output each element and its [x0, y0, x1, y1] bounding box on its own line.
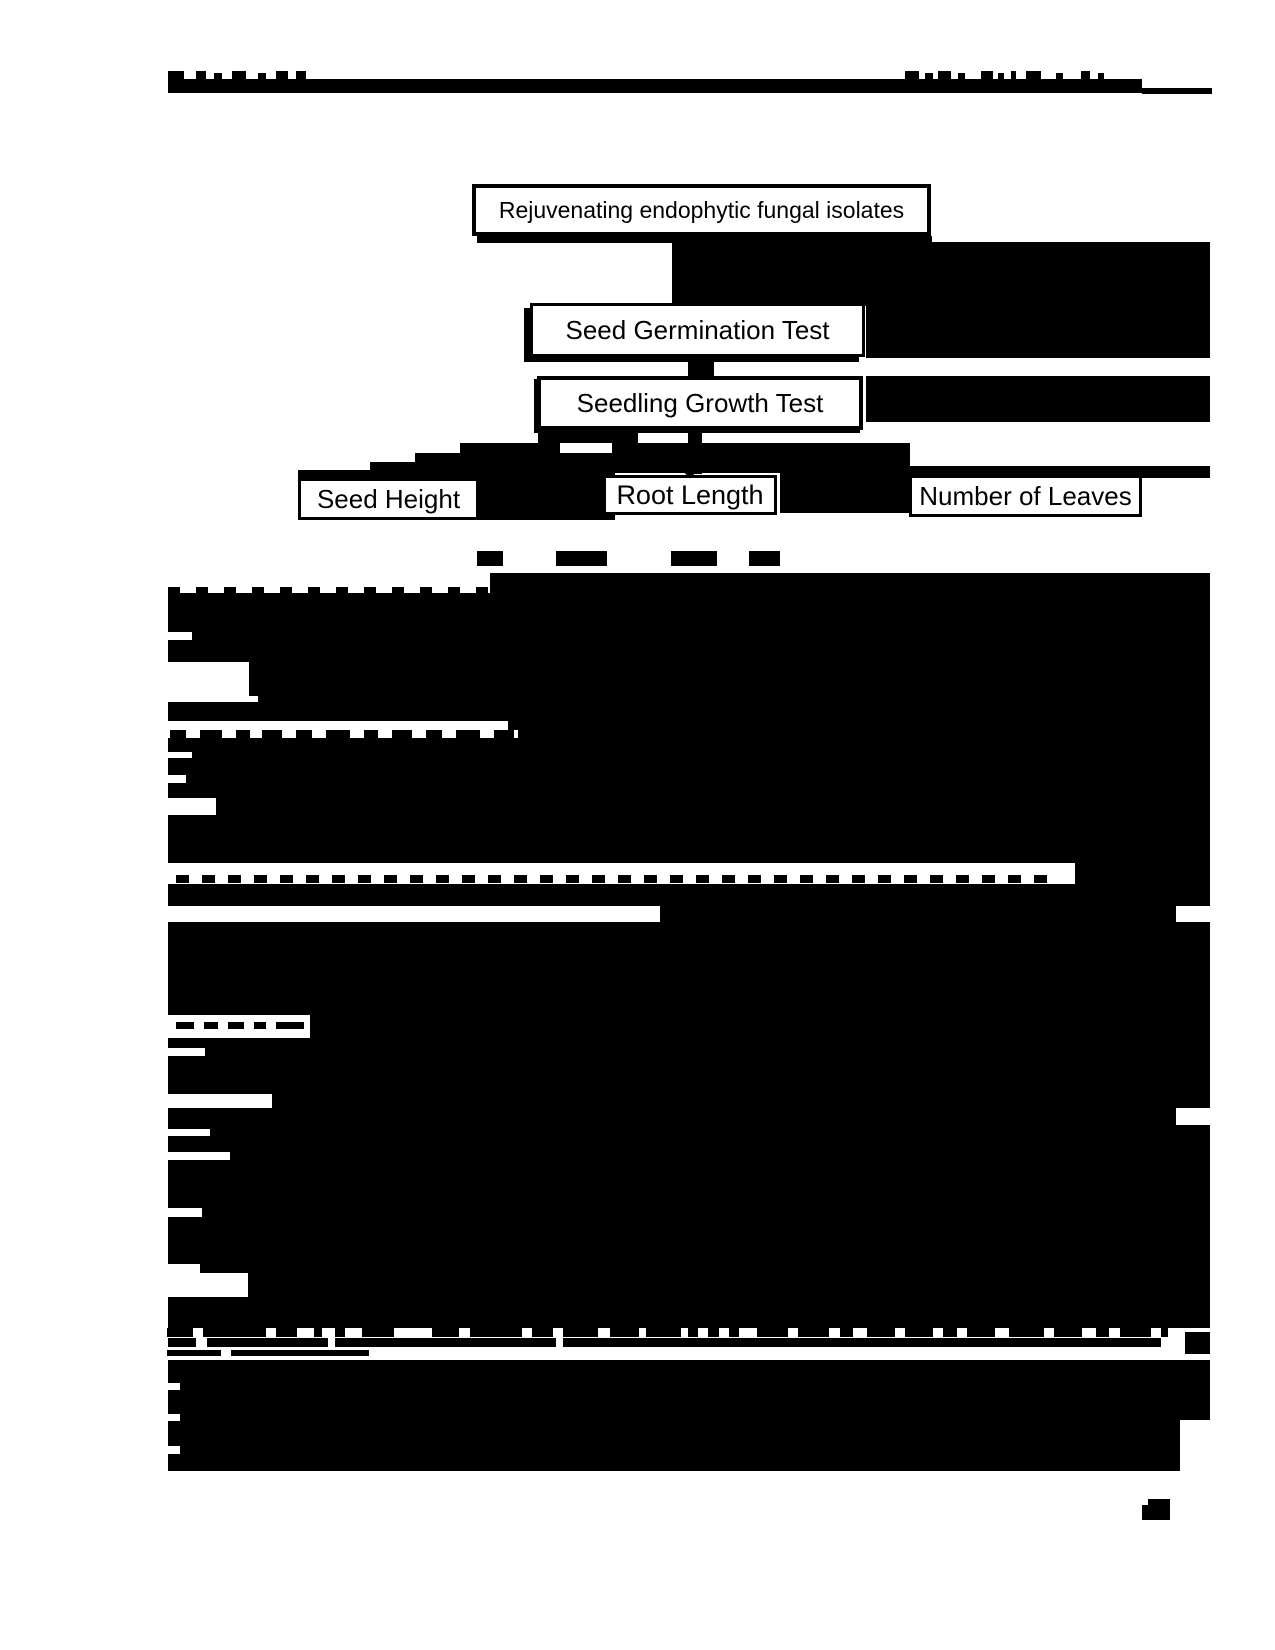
- body-redaction-block: [168, 758, 1210, 775]
- redaction-dash: [202, 875, 215, 883]
- redaction-dash: [254, 875, 267, 883]
- redaction-dash: [514, 875, 527, 883]
- redaction-dash: [798, 1328, 829, 1337]
- flow-connector-block: [688, 358, 714, 378]
- redaction-dash: [336, 587, 348, 595]
- redaction-dash: [722, 875, 735, 883]
- header-rule-bar: [168, 79, 1142, 93]
- redaction-dash: [276, 1328, 297, 1337]
- redaction-dash: [470, 1328, 522, 1337]
- redaction-dash: [1096, 1328, 1109, 1337]
- redaction-dash: [488, 875, 501, 883]
- flow-node-label: Seed Germination Test: [565, 314, 830, 345]
- redaction-dash: [170, 730, 186, 738]
- page-number-redaction-mark: [1142, 1505, 1148, 1520]
- body-redaction-block: [216, 798, 1210, 815]
- body-redaction-block: [310, 1015, 1210, 1038]
- redaction-dash: [364, 587, 376, 595]
- redaction-dash: [982, 875, 995, 883]
- redaction-dash: [280, 587, 292, 595]
- body-redaction-block: [168, 884, 1210, 906]
- redaction-dash: [566, 875, 579, 883]
- body-redaction-block: [272, 1094, 1210, 1108]
- body-redaction-block: [1075, 863, 1210, 884]
- body-redaction-block: [168, 783, 1210, 798]
- flow-connector-block: [866, 296, 1210, 358]
- redaction-dash: [262, 730, 282, 738]
- redaction-dash: [476, 587, 488, 595]
- flow-node-root-length: [603, 475, 777, 515]
- redaction-dash: [729, 1328, 739, 1337]
- caption-redaction-fragment: [556, 551, 607, 566]
- redaction-dash: [168, 1338, 196, 1347]
- flow-node-seed-germination-test: [530, 303, 865, 357]
- redaction-dash: [384, 875, 397, 883]
- redaction-dash: [930, 875, 943, 883]
- redaction-dash: [708, 1328, 719, 1337]
- redaction-dash: [867, 1328, 895, 1337]
- redaction-dash: [392, 587, 404, 595]
- flow-connector-block: [866, 390, 1210, 422]
- redaction-dash: [168, 587, 180, 595]
- flow-node-seed-height: [298, 478, 479, 520]
- caption-redaction-fragment: [477, 551, 503, 566]
- redaction-dash: [436, 875, 449, 883]
- flow-connector-block: [866, 376, 1210, 390]
- redaction-dash: [1008, 875, 1021, 883]
- flow-node-label: Rejuvenating endophytic fungal isolates: [498, 196, 905, 223]
- flow-node-number-of-leaves: [909, 475, 1142, 517]
- redaction-dash: [358, 875, 371, 883]
- redaction-dash: [228, 1022, 244, 1029]
- redaction-dash: [332, 875, 345, 883]
- redaction-dash: [826, 875, 839, 883]
- redaction-dash: [196, 587, 208, 595]
- redaction-dash: [426, 730, 442, 738]
- redaction-dash: [420, 587, 432, 595]
- flow-connector-block: [538, 430, 638, 443]
- redaction-dash: [1034, 875, 1047, 883]
- header-rule-tail: [1142, 88, 1212, 94]
- body-redaction-block: [168, 1360, 1210, 1420]
- body-redaction-block: [168, 1038, 1210, 1048]
- body-redaction-block: [508, 721, 1210, 730]
- body-redaction-block: [168, 1217, 1210, 1264]
- redaction-dash: [254, 1022, 266, 1029]
- page-number-redaction-mark: [1148, 1499, 1170, 1520]
- body-redaction-block: [168, 702, 1210, 721]
- redaction-dash: [335, 1338, 556, 1347]
- redaction-dash: [774, 875, 787, 883]
- redaction-dash: [592, 875, 605, 883]
- redaction-white-notch: [560, 443, 612, 453]
- redaction-dash: [904, 875, 917, 883]
- redaction-dash: [335, 1328, 345, 1337]
- redaction-dash: [1009, 1328, 1044, 1337]
- redaction-dash: [276, 1022, 304, 1029]
- body-redaction-block: [192, 632, 1210, 640]
- redaction-dash: [852, 875, 865, 883]
- redaction-dash: [757, 1328, 788, 1337]
- redaction-dash: [943, 1328, 957, 1337]
- body-redaction-block: [205, 1048, 1210, 1056]
- body-redaction-block: [249, 662, 1210, 696]
- body-redaction-block: [1185, 1332, 1210, 1354]
- redaction-dash: [203, 1328, 266, 1337]
- redaction-dash: [670, 875, 683, 883]
- body-redaction-block: [167, 1350, 221, 1356]
- redaction-dash: [1054, 1328, 1082, 1337]
- body-redaction-block: [168, 1160, 1210, 1208]
- body-redaction-block: [518, 730, 1210, 738]
- flow-connector-block: [460, 443, 615, 520]
- redaction-dash: [748, 875, 761, 883]
- redaction-dash: [618, 875, 631, 883]
- flow-connector-block: [780, 443, 910, 513]
- redaction-dash: [207, 1338, 328, 1347]
- redaction-white-notch: [168, 1414, 180, 1421]
- body-redaction-block: [202, 1208, 1210, 1217]
- redaction-dash: [176, 1022, 194, 1029]
- redaction-dash: [456, 730, 480, 738]
- body-redaction-block: [168, 640, 1210, 662]
- redaction-dash: [967, 1328, 995, 1337]
- flow-node-label: Seed Height: [316, 483, 461, 514]
- flow-node-label: Number of Leaves: [919, 480, 1132, 511]
- redaction-dash: [494, 730, 514, 738]
- redaction-dash: [364, 730, 378, 738]
- redaction-dash: [1161, 1328, 1168, 1337]
- body-redaction-block: [660, 906, 1176, 922]
- redaction-dash: [840, 1328, 853, 1337]
- body-redaction-block: [200, 1264, 1210, 1273]
- redaction-dash: [314, 1328, 322, 1337]
- body-redaction-block: [490, 573, 1210, 593]
- body-redaction-block: [168, 1056, 1210, 1094]
- redaction-dash: [176, 875, 189, 883]
- redaction-dash: [644, 875, 657, 883]
- redaction-dash: [646, 1328, 681, 1337]
- redaction-dash: [563, 1338, 1161, 1347]
- redaction-dash: [167, 1328, 193, 1337]
- caption-redaction-fragment: [671, 551, 717, 566]
- redaction-dash: [252, 587, 264, 595]
- body-redaction-block: [168, 922, 1210, 1015]
- redaction-dash: [1120, 1328, 1151, 1337]
- redaction-dash: [905, 1328, 933, 1337]
- redaction-dash: [236, 730, 250, 738]
- body-redaction-block: [231, 1350, 369, 1356]
- body-redaction-block: [210, 1129, 1210, 1136]
- redaction-dash: [610, 1328, 639, 1337]
- body-redaction-block: [186, 775, 1210, 783]
- redaction-dash: [306, 875, 319, 883]
- redaction-white-notch: [168, 1446, 180, 1454]
- redaction-dash: [688, 1328, 698, 1337]
- redaction-dash: [432, 1328, 459, 1337]
- redaction-dash: [956, 875, 969, 883]
- flow-node-seedling-growth-test: [537, 376, 863, 430]
- redaction-dash: [308, 587, 320, 595]
- redaction-dash: [696, 875, 709, 883]
- body-redaction-block: [168, 593, 1210, 632]
- body-redaction-block: [168, 1420, 1180, 1471]
- redaction-dash: [878, 875, 891, 883]
- redaction-dash: [362, 1328, 394, 1337]
- caption-redaction-fragment: [749, 551, 780, 566]
- redaction-dash: [392, 730, 412, 738]
- body-redaction-block: [230, 1152, 1210, 1160]
- flow-node-label: Seedling Growth Test: [576, 387, 824, 418]
- body-redaction-block: [168, 738, 1210, 752]
- flow-node-label: Root Length: [616, 479, 764, 510]
- redaction-dash: [204, 1022, 218, 1029]
- redaction-dash: [448, 587, 460, 595]
- redaction-dash: [200, 730, 222, 738]
- body-redaction-block: [168, 1136, 1210, 1152]
- body-redaction-block: [168, 815, 1210, 863]
- redaction-dash: [410, 875, 423, 883]
- flow-node-rejuvenating-isolates: [472, 184, 931, 236]
- redaction-dash: [504, 587, 515, 595]
- redaction-dash: [540, 875, 553, 883]
- redaction-white-notch: [168, 1383, 180, 1390]
- body-redaction-block: [168, 1297, 1210, 1328]
- redaction-dash: [563, 1328, 598, 1337]
- redaction-dash: [326, 730, 350, 738]
- redaction-dash: [532, 1328, 553, 1337]
- redaction-dash: [296, 730, 312, 738]
- body-redaction-block: [248, 1273, 1210, 1297]
- redaction-dash: [800, 875, 813, 883]
- redaction-dash: [224, 587, 236, 595]
- body-redaction-block: [168, 1108, 1176, 1125]
- redaction-dash: [462, 875, 475, 883]
- redaction-dash: [228, 875, 241, 883]
- redaction-dash: [280, 875, 293, 883]
